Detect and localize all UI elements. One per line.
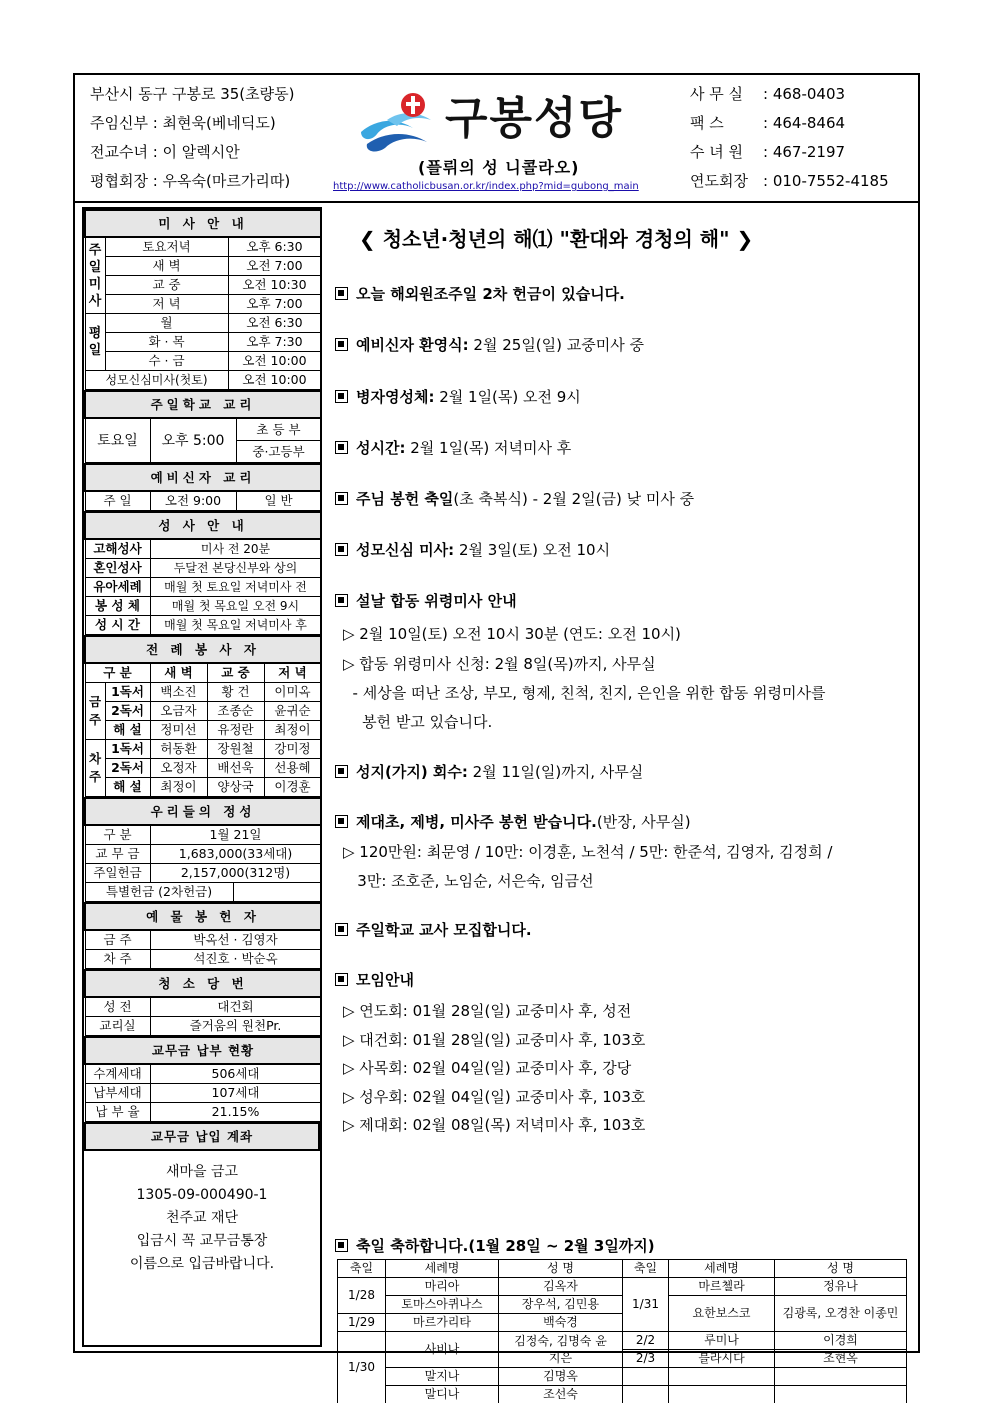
- gift-title: 예 물 봉 헌 자: [85, 903, 321, 930]
- mass-name: 화 · 목: [105, 333, 228, 352]
- gift-value: 박옥선 · 김영자: [150, 930, 321, 950]
- mass-title: 미 사 안 내: [85, 210, 321, 237]
- server-name: 오정자: [150, 759, 207, 778]
- offering-title: 우리들의 정성: [85, 798, 321, 825]
- dues-label: 납 부 율: [85, 1103, 150, 1122]
- sacrament-name: 유아세례: [85, 578, 150, 597]
- sacrament-name: 봉 성 체: [85, 597, 150, 616]
- liturgy-servers-table: [84, 635, 322, 797]
- catechumen-title: 예비신자 교리: [85, 464, 321, 491]
- feast-day-table: [337, 1259, 907, 1403]
- square-bullet-icon: [335, 492, 348, 505]
- missionary: 전교수녀 : 이 알렉시안: [90, 143, 240, 161]
- cleaning-value: 즐거움의 원천Pr.: [150, 1017, 321, 1036]
- offering-value: 1,683,000(33세대): [150, 845, 321, 864]
- catechumen-day: 주 일: [85, 491, 150, 511]
- sacrament-title: 성 사 안 내: [85, 512, 321, 539]
- square-bullet-icon: [335, 923, 348, 936]
- servers-header: 교 중: [207, 663, 264, 683]
- server-name: 황 건: [207, 683, 264, 702]
- square-bullet-icon: [335, 765, 348, 778]
- offering-value: 2,157,000(312명): [150, 864, 321, 883]
- main-content: [331, 207, 916, 1401]
- cleaning-table: [84, 969, 322, 1036]
- servers-next-week-label: 차주: [85, 740, 105, 797]
- feast-header: 축일: [338, 1260, 386, 1278]
- sunday-school-table: [84, 390, 322, 463]
- square-bullet-icon: [335, 594, 348, 607]
- server-name: 정미선: [150, 721, 207, 740]
- catechumen-group: 일 반: [236, 491, 321, 511]
- feast-empty: [669, 1386, 775, 1403]
- sacrament-desc: 매월 첫 목요일 오전 9시: [150, 597, 321, 616]
- servers-header: 저 녁: [264, 663, 321, 683]
- account-line: 1305-09-000490-1: [136, 1187, 268, 1203]
- feast-header: 축일: [623, 1260, 669, 1278]
- feast-saint: 마르가리타: [386, 1314, 499, 1332]
- sunday-school-day: 토요일: [85, 418, 150, 463]
- notice-item: 성시간: 2월 1일(목) 저녁미사 후: [335, 439, 571, 457]
- server-role: 해 설: [105, 721, 150, 740]
- mass-time: 오전 10:30: [228, 276, 321, 295]
- server-role: 1독서: [105, 683, 150, 702]
- cleaning-title: 청 소 당 번: [85, 970, 321, 997]
- altar-line: ▷ 120만원: 최문영 / 10만: 이경훈, 노천석 / 5만: 한준석, 김영자, 김정희 /: [343, 843, 833, 861]
- notice-item: 제대초, 제병, 미사주 봉헌 받습니다.(반장, 사무실): [335, 813, 691, 831]
- website-link[interactable]: http://www.catholicbusan.or.kr/index.php?mid=gubong_main: [333, 181, 639, 192]
- server-role: 해 설: [105, 778, 150, 797]
- sunday-mass-label: 주일미사: [85, 237, 105, 314]
- server-name: 허동환: [150, 740, 207, 759]
- gift-value: 석진호 · 박순옥: [150, 950, 321, 969]
- feast-names: 백숙경: [499, 1314, 623, 1332]
- server-name: 유정란: [207, 721, 264, 740]
- mass-name: 교 중: [105, 276, 228, 295]
- offering-label: 특별헌금 (2차헌금): [85, 883, 233, 902]
- mass-time: 오후 6:30: [228, 237, 321, 257]
- feast-saint: 블라시다: [669, 1350, 775, 1368]
- bulletin-frame: [73, 73, 920, 1401]
- servers-title: 전 례 봉 사 자: [85, 636, 321, 663]
- sacrament-name: 성 시 간: [85, 616, 150, 635]
- servers-header: 구 분: [85, 663, 150, 683]
- feast-names: 이경희: [775, 1332, 907, 1350]
- altar-line: 3만: 조호준, 노임순, 서은숙, 임금선: [343, 872, 594, 890]
- server-name: 이미옥: [264, 683, 321, 702]
- notice-item: 성모신심 미사: 2월 3일(토) 오전 10시: [335, 541, 610, 559]
- mass-time: 오후 7:00: [228, 295, 321, 314]
- mass-time: 오전 10:00: [228, 352, 321, 371]
- feast-names: 김광록, 오경찬 이종민: [775, 1296, 907, 1332]
- feast-saint: 말지나: [386, 1368, 499, 1386]
- contact-convent-value: : 467-2197: [763, 143, 846, 161]
- mary-mass-name: 성모신심미사(첫토): [85, 371, 228, 390]
- feast-header: 세례명: [386, 1260, 499, 1278]
- dues-status-table: [84, 1036, 322, 1122]
- gift-label: 차 주: [85, 950, 150, 969]
- meeting-line: ▷ 사목회: 02월 04일(일) 교중미사 후, 강당: [343, 1059, 632, 1077]
- contact-fax-label: 팩 스: [690, 114, 724, 132]
- offering-value: 1월 21일: [150, 825, 321, 845]
- mass-name: 토요저녁: [105, 237, 228, 257]
- mass-time: 오전 7:00: [228, 257, 321, 276]
- notice-item: 설날 합동 위령미사 안내: [335, 592, 517, 610]
- table-row: [338, 1386, 907, 1403]
- church-name: 구봉성당: [445, 93, 624, 144]
- sacrament-name: 혼인성사: [85, 559, 150, 578]
- mass-time: 오전 6:30: [228, 314, 321, 333]
- feast-header: 세례명: [669, 1260, 775, 1278]
- catechumen-time: 오전 9:00: [150, 491, 236, 511]
- seollal-line: 봉헌 받고 있습니다.: [343, 713, 493, 731]
- square-bullet-icon: [335, 390, 348, 403]
- notice-item: 축일 축하합니다.(1월 28일 ~ 2월 3일까지): [335, 1237, 655, 1255]
- feast-names: 김옥자: [499, 1278, 623, 1296]
- notice-item: 오늘 해외원조주일 2차 헌금이 있습니다.: [335, 285, 625, 303]
- pastor: 주임신부 : 최현욱(베네딕도): [90, 114, 276, 132]
- sacrament-desc: 미사 전 20분: [150, 539, 321, 559]
- server-name: 오금자: [150, 702, 207, 721]
- feast-date: 2/3: [623, 1350, 669, 1368]
- feast-names: 장우석, 김민용: [499, 1296, 623, 1314]
- dues-label: 납부세대: [85, 1084, 150, 1103]
- account-line: 이름으로 입금바랍니다.: [129, 1256, 275, 1272]
- seollal-line: ▷ 2월 10일(토) 오전 10시 30분 (연도: 오전 10시): [343, 625, 681, 643]
- notice-item: 주일학교 교사 모집합니다.: [335, 921, 532, 939]
- contact-yeondo-label: 연도회장: [690, 172, 748, 190]
- offering-value: [233, 883, 321, 902]
- mass-name: 저 녁: [105, 295, 228, 314]
- left-sidebar: [82, 207, 322, 1347]
- feast-saint: 마리아: [386, 1278, 499, 1296]
- account-line: 입금시 꼭 교무금통장: [136, 1233, 268, 1249]
- square-bullet-icon: [335, 287, 348, 300]
- sunday-school-title: 주일학교 교리: [85, 391, 321, 418]
- meeting-line: ▷ 성우회: 02월 04일(일) 교중미사 후, 103호: [343, 1088, 646, 1106]
- servers-header: 새 벽: [150, 663, 207, 683]
- feast-date: 1/28: [338, 1278, 386, 1314]
- server-name: 조종순: [207, 702, 264, 721]
- server-name: 백소진: [150, 683, 207, 702]
- square-bullet-icon: [335, 1239, 348, 1252]
- dues-value: 21.15%: [150, 1103, 321, 1122]
- sunday-school-time: 오후 5:00: [150, 418, 236, 463]
- dues-value: 107세대: [150, 1084, 321, 1103]
- cleaning-label: 성 전: [85, 997, 150, 1017]
- contact-office-label: 사 무 실: [690, 85, 744, 103]
- sunday-school-group: 중·고등부: [236, 441, 321, 463]
- feast-empty: [669, 1368, 775, 1386]
- servers-this-week-label: 금주: [85, 683, 105, 740]
- sacrament-desc: 매월 첫 목요일 저녁미사 후: [150, 616, 321, 635]
- feast-saint: 요한보스코: [669, 1296, 775, 1332]
- account-title: 교무금 납입 계좌: [85, 1123, 319, 1150]
- notice-item: 모임안내: [335, 971, 414, 989]
- cleaning-label: 교리실: [85, 1017, 150, 1036]
- square-bullet-icon: [335, 543, 348, 556]
- weekday-mass-label: 평일: [85, 314, 105, 371]
- gift-label: 금 주: [85, 930, 150, 950]
- feast-date: 1/31: [623, 1278, 669, 1332]
- feast-empty: [623, 1368, 669, 1386]
- page-title: ❮ 청소년·청년의 해⑴ "환대와 경청의 해" ❯: [359, 227, 754, 251]
- seollal-line: ▷ 합동 위령미사 신청: 2월 8일(목)까지, 사무실: [343, 655, 656, 673]
- contact-convent-label: 수 녀 원: [690, 143, 744, 161]
- feast-date: 2/2: [623, 1332, 669, 1350]
- council-president: 평협회장 : 우옥숙(마르가리따): [90, 172, 291, 190]
- meeting-line: ▷ 제대회: 02월 08일(목) 저녁미사 후, 103호: [343, 1116, 646, 1134]
- server-name: 배선욱: [207, 759, 264, 778]
- feast-header: 성 명: [499, 1260, 623, 1278]
- feast-names: 조선숙: [499, 1386, 623, 1403]
- dues-title: 교무금 납부 현황: [85, 1037, 321, 1064]
- seollal-line: - 세상을 떠난 조상, 부모, 형제, 친척, 친지, 은인을 위한 합동 위령미사를: [343, 684, 826, 702]
- mass-name: 수 · 금: [105, 352, 228, 371]
- meeting-line: ▷ 연도회: 01월 28일(일) 교중미사 후, 성전: [343, 1002, 632, 1020]
- server-name: 선용혜: [264, 759, 321, 778]
- feast-date: 1/30: [338, 1332, 386, 1403]
- offering-label: 구 분: [85, 825, 150, 845]
- sunday-school-group: 초 등 부: [236, 418, 321, 441]
- feast-empty: [775, 1368, 907, 1386]
- offering-table: [84, 797, 322, 902]
- server-name: 강미정: [264, 740, 321, 759]
- patron-saint: (플뤼의 성 니콜라오): [418, 158, 580, 177]
- feast-names: 정유나: [775, 1278, 907, 1296]
- feast-saint: 말디나: [386, 1386, 499, 1403]
- notice-item: 병자영성체: 2월 1일(목) 오전 9시: [335, 388, 581, 406]
- server-role: 2독서: [105, 702, 150, 721]
- server-name: 이경훈: [264, 778, 321, 797]
- mass-schedule-table: [84, 209, 322, 390]
- account-line: 천주교 재단: [165, 1210, 239, 1226]
- feast-empty: [623, 1386, 669, 1403]
- contact-office-value: : 468-0403: [763, 85, 846, 103]
- feast-names: 조현옥: [775, 1350, 907, 1368]
- feast-date: 1/29: [338, 1314, 386, 1332]
- gift-table: [84, 902, 322, 969]
- mass-name: 새 벽: [105, 257, 228, 276]
- account-line: 새마을 금고: [165, 1164, 239, 1180]
- catechumen-table: [84, 463, 322, 511]
- sacrament-table: [84, 511, 322, 635]
- sacrament-desc: 두달전 본당신부와 상의: [150, 559, 321, 578]
- address: 부산시 동구 구봉로 35(초량동): [90, 85, 295, 103]
- server-name: 최정이: [150, 778, 207, 797]
- feast-empty: [775, 1386, 907, 1403]
- table-row: [338, 1260, 907, 1278]
- contact-yeondo-value: : 010-7552-4185: [763, 172, 889, 190]
- sacrament-name: 고해성사: [85, 539, 150, 559]
- feast-saint: 사비나: [386, 1332, 499, 1368]
- mass-name: 월: [105, 314, 228, 333]
- church-logo-icon: [357, 88, 449, 154]
- server-name: 윤귀순: [264, 702, 321, 721]
- account-table: [84, 1122, 320, 1284]
- table-row: [338, 1332, 907, 1350]
- meeting-line: ▷ 대건회: 01월 28일(일) 교중미사 후, 103호: [343, 1031, 646, 1049]
- notice-item: 주님 봉헌 축일(초 축복식) - 2월 2일(금) 낮 미사 중: [335, 490, 694, 508]
- dues-value: 506세대: [150, 1064, 321, 1084]
- notice-item: 예비신자 환영식: 2월 25일(일) 교중미사 중: [335, 336, 644, 354]
- feast-saint: 토마스아퀴나스: [386, 1296, 499, 1314]
- feast-saint: 루미나: [669, 1332, 775, 1350]
- feast-header: 성 명: [775, 1260, 907, 1278]
- contact-fax-value: : 464-8464: [763, 114, 846, 132]
- square-bullet-icon: [335, 973, 348, 986]
- table-row: [338, 1278, 907, 1296]
- header: [75, 75, 918, 203]
- server-role: 2독서: [105, 759, 150, 778]
- sacrament-desc: 매월 첫 토요일 저녁미사 전: [150, 578, 321, 597]
- square-bullet-icon: [335, 441, 348, 454]
- mass-time: 오후 7:30: [228, 333, 321, 352]
- dues-label: 수계세대: [85, 1064, 150, 1084]
- cleaning-value: 대건회: [150, 997, 321, 1017]
- table-row: [338, 1368, 907, 1386]
- offering-label: 주일헌금: [85, 864, 150, 883]
- square-bullet-icon: [335, 338, 348, 351]
- offering-label: 교 무 금: [85, 845, 150, 864]
- server-name: 양상국: [207, 778, 264, 797]
- table-row: [338, 1296, 907, 1314]
- server-role: 1독서: [105, 740, 150, 759]
- server-name: 장원철: [207, 740, 264, 759]
- feast-names: 김명옥: [499, 1368, 623, 1386]
- feast-saint: 마르첼라: [669, 1278, 775, 1296]
- square-bullet-icon: [335, 815, 348, 828]
- notice-item: 성지(가지) 회수: 2월 11일(일)까지, 사무실: [335, 763, 643, 781]
- feast-names: 김정숙, 김명숙 윤지은: [499, 1332, 623, 1368]
- server-name: 최정이: [264, 721, 321, 740]
- mary-mass-time: 오전 10:00: [228, 371, 321, 390]
